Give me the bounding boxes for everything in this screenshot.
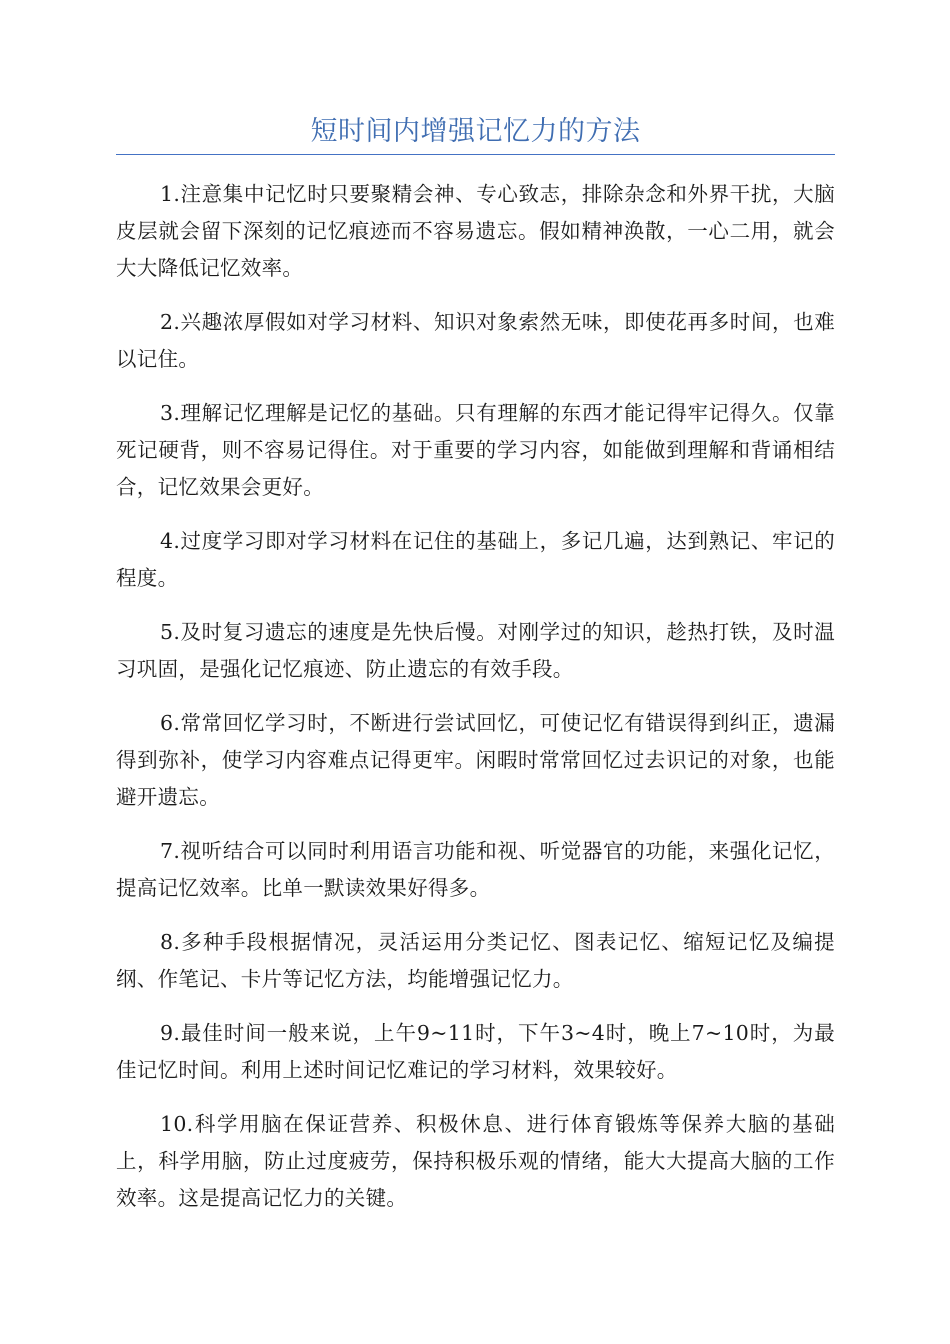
- paragraph-8: 8.多种手段根据情况，灵活运用分类记忆、图表记忆、缩短记忆及编提纲、作笔记、卡片等记忆方法，均能增强记忆力。: [116, 930, 835, 991]
- paragraph-6: 6.常常回忆学习时，不断进行尝试回忆，可使记忆有错误得到纠正，遗漏得到弥补，使学习内容难点记得更牢。闲暇时常常回忆过去识记的对象，也能避开遗忘。: [116, 711, 835, 809]
- document-body: [116, 176, 835, 1234]
- paragraph-2: 2.兴趣浓厚假如对学习材料、知识对象索然无味，即使花再多时间，也难以记住。: [116, 309, 835, 371]
- paragraph-7: 7.视听结合可以同时利用语言功能和视、听觉器官的功能，来强化记忆，提高记忆效率。比单一默读效果好得多。: [116, 838, 835, 900]
- paragraph-4: 4.过度学习即对学习材料在记住的基础上，多记几遍，达到熟记、牢记的程度。: [116, 528, 835, 590]
- paragraph-3: 3.理解记忆理解是记忆的基础。只有理解的东西才能记得牢记得久。仅靠死记硬背，则不容易记得住。对于重要的学习内容，如能做到理解和背诵相结合，记忆效果会更好。: [116, 400, 835, 499]
- document-title: 短时间内增强记忆力的方法: [310, 116, 641, 147]
- paragraph-9: 9.最佳时间一般来说，上午9~11时，下午3~4时，晚上7~10时，为最佳记忆时间。利用上述时间记忆难记的学习材料，效果较好。: [116, 1021, 835, 1082]
- paragraph-1: 1.注意集中记忆时只要聚精会神、专心致志，排除杂念和外界干扰，大脑皮层就会留下深刻的记忆痕迹而不容易遗忘。假如精神涣散，一心二用，就会大大降低记忆效率。: [116, 182, 835, 280]
- title-underline: [116, 154, 835, 155]
- paragraph-10: 10.科学用脑在保证营养、积极休息、进行体育锻炼等保养大脑的基础上，科学用脑，防止过度疲劳，保持积极乐观的情绪，能大大提高大脑的工作效率。这是提高记忆力的关键。: [116, 1112, 835, 1210]
- paragraph-5: 5.及时复习遗忘的速度是先快后慢。对刚学过的知识，趁热打铁，及时温习巩固，是强化记忆痕迹、防止遗忘的有效手段。: [116, 619, 835, 681]
